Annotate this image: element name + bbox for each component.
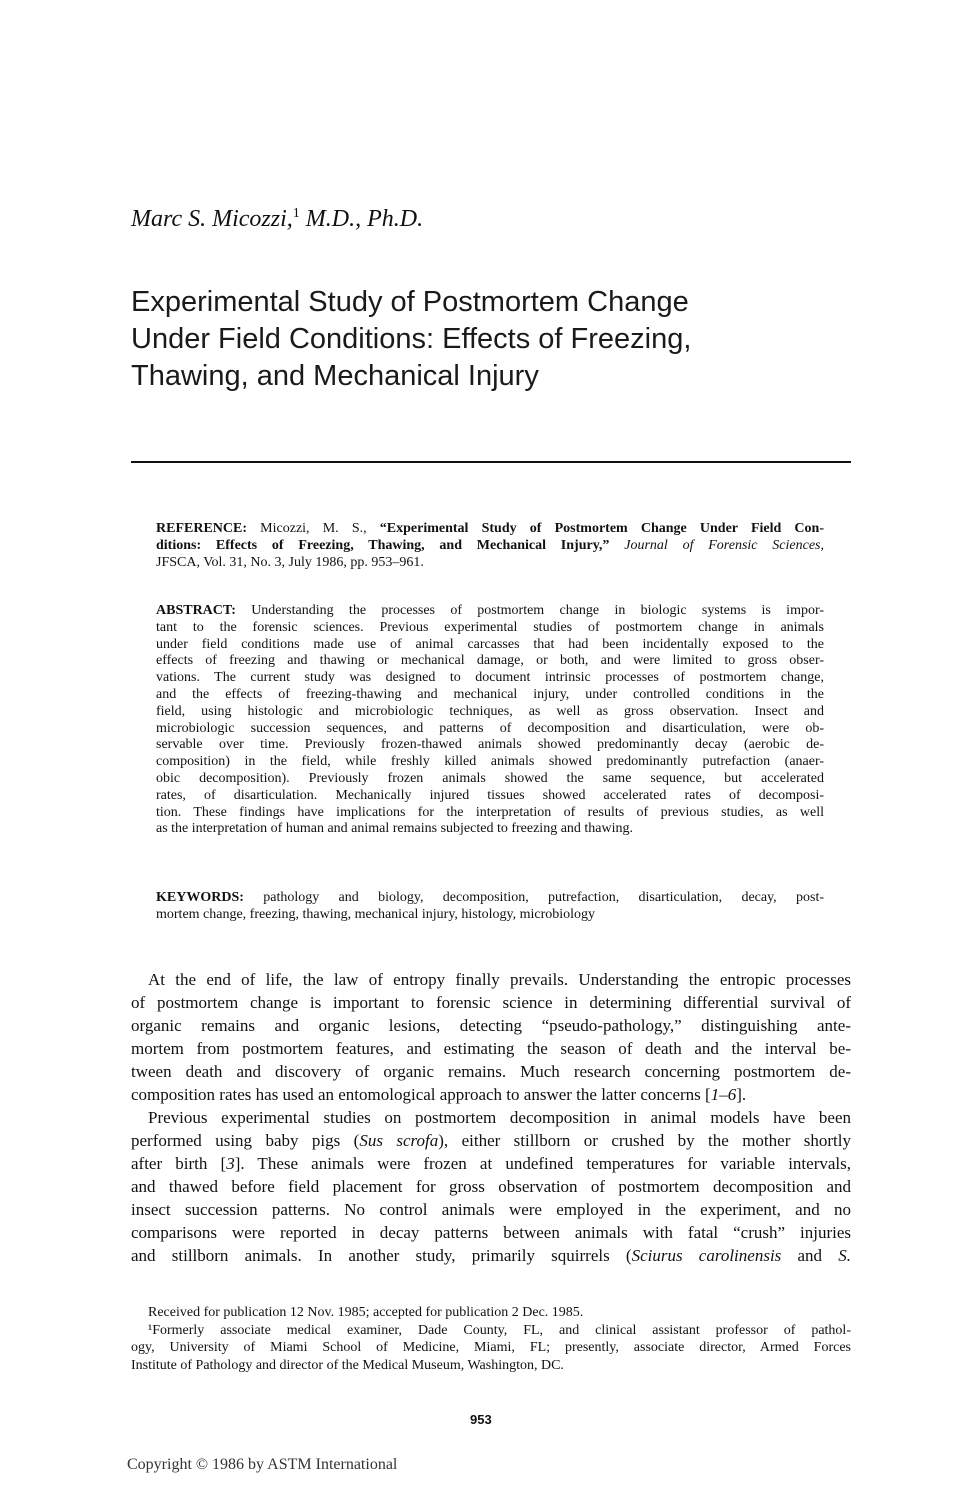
species-name: Sciurus carolinensis <box>631 1246 782 1265</box>
abstract-text: Understanding the processes of postmortem change in biologic systems is impor- <box>235 603 824 618</box>
keywords-text: mortem change, freezing, thawing, mechanical injury, histology, microbiology <box>156 906 596 922</box>
footnote-1: Institute of Pathology and director of the Medical Museum, Washington, DC. <box>131 1357 564 1373</box>
reference-block <box>156 521 824 571</box>
abstract-line: field, using histologic and microbiologic techniques, as well as gross observation. Insect and <box>156 703 824 719</box>
citation: 1–6 <box>710 1085 737 1104</box>
body-text <box>131 968 851 1267</box>
reference-title: ditions: Effects of Freezing, Thawing, and Mechanical Injury,” <box>156 537 610 553</box>
body-line: At the end of life, the law of entropy finally prevails. Understanding the entropic processes <box>148 970 851 989</box>
species-name: Sus scrofa <box>359 1131 439 1150</box>
body-text-run: ), either stillborn or crushed by the mother shortly <box>438 1131 852 1150</box>
body-text-run: ]. These animals were frozen at undefined temperatures for variable intervals, <box>234 1154 851 1173</box>
footnote-1: ogy, University of Miami School of Medicine, Miami, FL; presently, associate director, Armed Forces <box>131 1340 851 1355</box>
abstract-label: ABSTRACT: <box>156 603 236 618</box>
abstract-line: effects of freezing and thawing or mechanical damage, or both, and were limited to gross obser- <box>156 653 824 669</box>
abstract-line: servable over time. Previously frozen-thawed animals showed predominantly decay (aerobic de- <box>156 737 824 753</box>
body-line: comparisons were reported in decay patterns between animals with fatal “crush” injuries <box>131 1223 851 1242</box>
author-footnote-marker: 1 <box>292 206 300 221</box>
title-line: Under Field Conditions: Effects of Freezing, <box>131 323 692 355</box>
author-line <box>131 206 423 233</box>
title-line: Thawing, and Mechanical Injury <box>131 360 539 392</box>
footnotes <box>131 1304 851 1374</box>
body-text-run: and stillborn animals. In another study, primarily squirrels ( <box>131 1246 632 1265</box>
title-line: Experimental Study of Postmortem Change <box>131 286 689 318</box>
body-text-run: performed using baby pigs ( <box>131 1131 360 1150</box>
keywords-text: pathology and biology, decomposition, putrefaction, disarticulation, decay, post- <box>243 890 824 905</box>
citation: 3 <box>226 1154 235 1173</box>
body-text-run: composition rates has used an entomological approach to answer the latter concerns [ <box>131 1085 711 1104</box>
author-degrees: M.D., Ph.D. <box>299 206 424 232</box>
reference-journal: Journal of Forensic Sciences, <box>609 537 824 553</box>
article-title <box>131 284 851 395</box>
body-line: Previous experimental studies on postmortem decomposition in animal models have been <box>148 1108 851 1127</box>
abstract-block <box>156 603 824 838</box>
abstract-line: vations. The current study was designed to document intrinsic processes of postmortem change, <box>156 670 824 686</box>
reference-citation: JFSCA, Vol. 31, No. 3, July 1986, pp. 953–961. <box>156 554 424 570</box>
body-line: of postmortem change is important to forensic science in determining differential survival of <box>131 993 851 1012</box>
abstract-line: under field conditions made use of animal carcasses that had been incidentally exposed to the <box>156 636 824 652</box>
reference-label: REFERENCE: <box>156 521 248 536</box>
abstract-line: obic decomposition). Previously frozen animals showed the same sequence, but accelerated <box>156 770 824 786</box>
received-note: Received for publication 12 Nov. 1985; accepted for publication 2 Dec. 1985. <box>148 1305 584 1320</box>
reference-text: Micozzi, M. S., <box>247 521 380 536</box>
body-text-run: after birth [ <box>131 1154 227 1173</box>
footnote-1: ¹Formerly associate medical examiner, Dade County, FL, and clinical assistant professor of pathol- <box>148 1322 851 1338</box>
body-line: mortem from postmortem features, and estimating the season of death and the interval be- <box>131 1039 851 1058</box>
body-line: and thawed before field placement for gross observation of postmortem decomposition and <box>131 1177 851 1196</box>
reference-title: “Experimental Study of Postmortem Change Under Field Con- <box>379 521 824 536</box>
body-text-run: ]. <box>736 1085 747 1104</box>
body-text-run: and <box>781 1246 839 1265</box>
abstract-line: tant to the forensic sciences. Previous experimental studies of postmortem change in animals <box>156 619 824 635</box>
abstract-line: composition) in the field, while freshly killed animals showed predominantly putrefaction (anaer- <box>156 754 824 770</box>
abstract-line: tion. These findings have implications for the interpretation of results of previous studies, as well <box>156 804 824 820</box>
body-line: tween death and discovery of organic remains. Much research concerning postmortem de- <box>131 1062 851 1081</box>
keywords-block <box>156 890 824 924</box>
abstract-line: and the effects of freezing-thawing and mechanical injury, under controlled conditions in the <box>156 686 824 702</box>
keywords-label: KEYWORDS: <box>156 890 244 905</box>
page-number: 953 <box>470 1412 492 1427</box>
author-name: Marc S. Micozzi, <box>131 206 293 232</box>
abstract-line: rates, of disarticulation. Mechanically injured tissues showed accelerated rates of decomposi- <box>156 787 824 803</box>
abstract-line: as the interpretation of human and animal remains subjected to freezing and thawing. <box>156 821 634 837</box>
body-line: organic remains and organic lesions, detecting “pseudo-pathology,” distinguishing ante- <box>131 1016 851 1035</box>
abstract-line: microbiologic succession sequences, and patterns of decomposition and disarticulation, were ob- <box>156 720 824 736</box>
body-line: insect succession patterns. No control animals were employed in the experiment, and no <box>131 1200 851 1219</box>
species-name: S. <box>838 1246 851 1265</box>
title-divider <box>131 461 851 463</box>
copyright-notice: Copyright © 1986 by ASTM International <box>127 1456 398 1473</box>
